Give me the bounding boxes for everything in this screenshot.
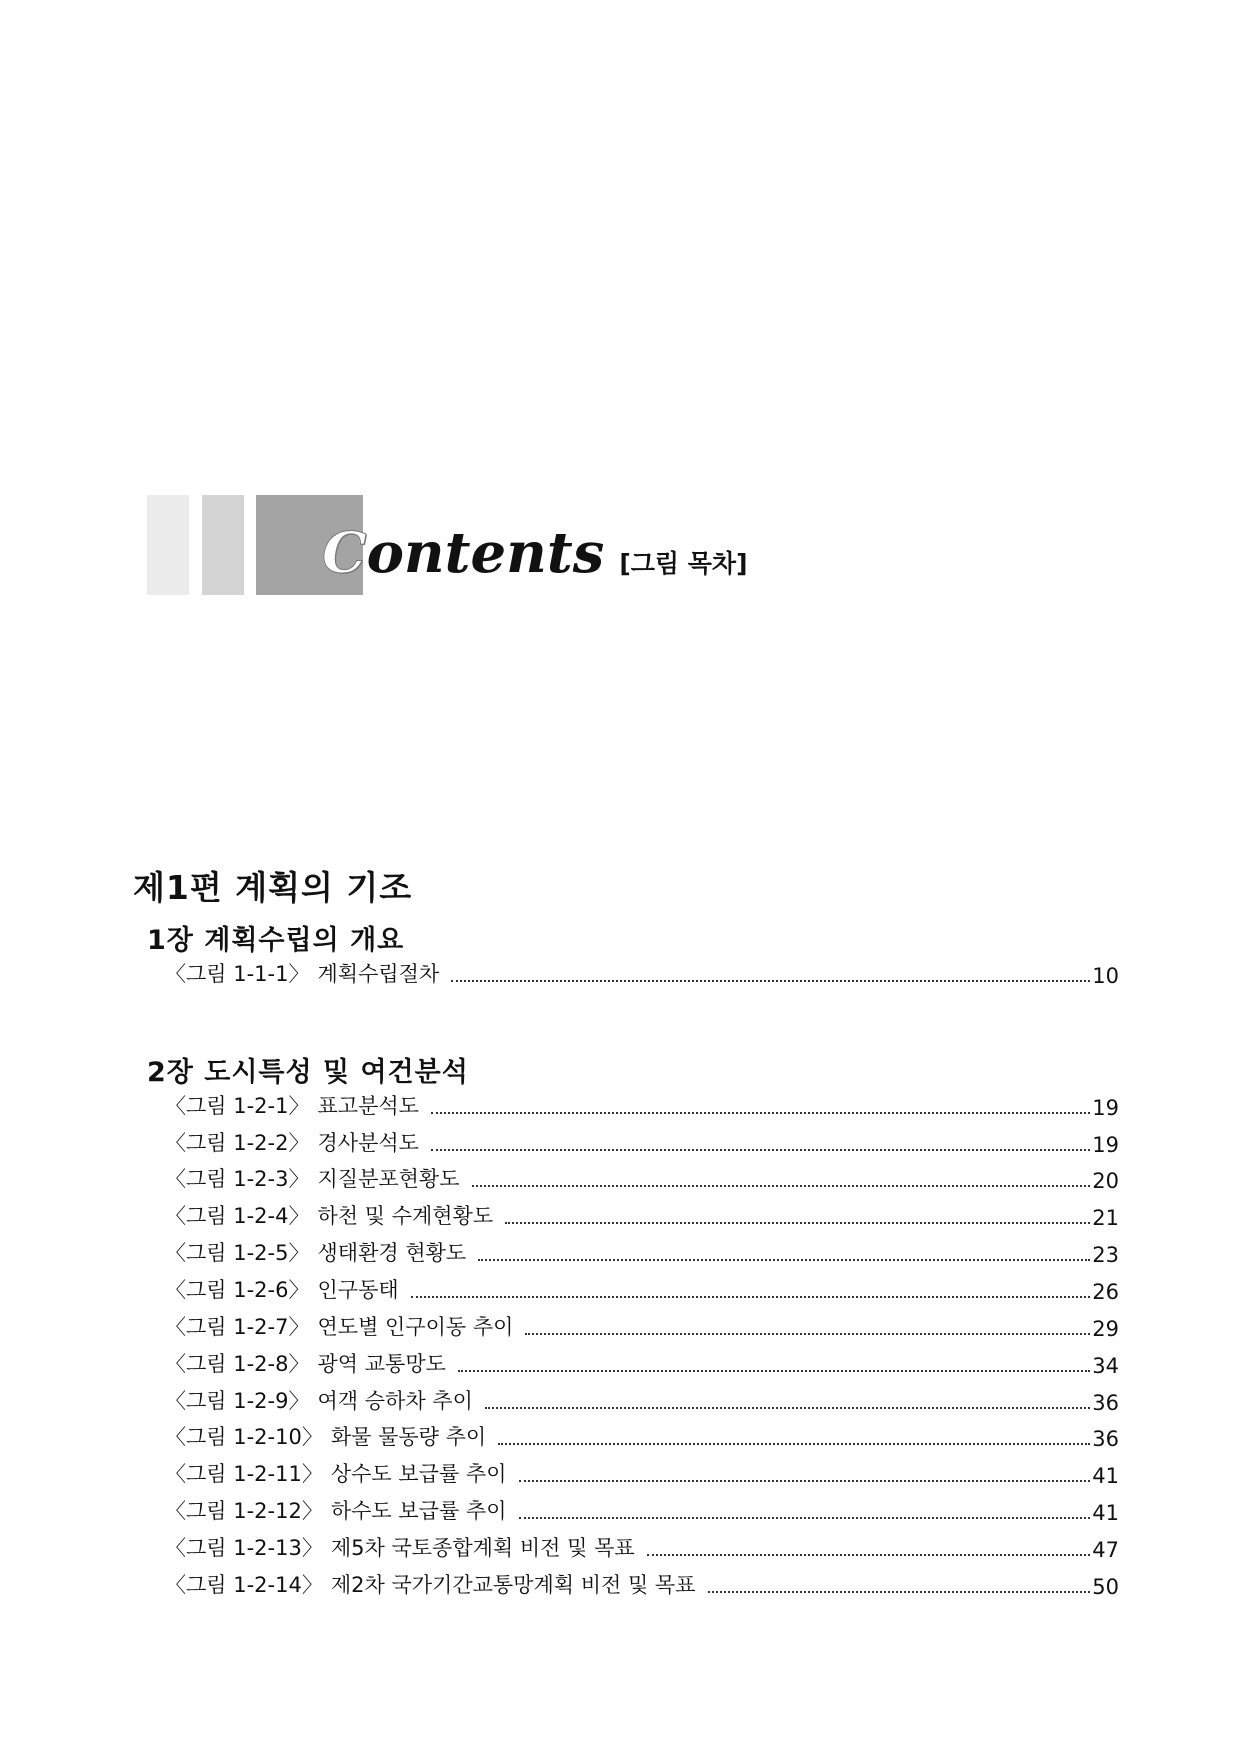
contents-word [322,520,604,586]
toc-entry-page: 21 [1092,1206,1119,1230]
toc-entry-label: 〈그림 1-2-5〉 [165,1241,310,1265]
toc-entry-title: 지질분포현황도 [317,1167,460,1191]
part-title: 제1편 계획의 기조 [133,868,413,907]
toc-entry[interactable] [165,1348,1119,1378]
contents-heading [322,520,748,586]
toc-entry-label: 〈그림 1-2-1〉 [165,1094,310,1118]
toc-entry-label: 〈그림 1-2-2〉 [165,1131,310,1155]
toc-entry[interactable] [165,1237,1119,1267]
toc-leader-dots [647,1553,1091,1556]
toc-leader-dots [458,1369,1090,1372]
toc-entry[interactable] [165,1421,1119,1451]
toc-entry-label: 〈그림 1-2-12〉 [165,1499,323,1523]
toc-entry-title: 상수도 보급률 추이 [330,1462,507,1486]
toc-entry-page: 19 [1092,1096,1119,1120]
toc-entry-title: 하수도 보급률 추이 [330,1499,507,1523]
toc-entry-page: 29 [1092,1317,1119,1341]
toc-entry-title: 제5차 국토종합계획 비전 및 목표 [330,1536,635,1560]
toc-entry-label: 〈그림 1-2-7〉 [165,1315,310,1339]
toc-entry-page: 19 [1092,1133,1119,1157]
toc-entry-page: 10 [1092,964,1119,988]
toc-entry-label: 〈그림 1-2-6〉 [165,1278,310,1302]
toc-entry-label: 〈그림 1-2-14〉 [165,1573,323,1597]
chapter-2-title: 2장 도시특성 및 여건분석 [147,1057,469,1088]
toc-leader-dots [525,1332,1090,1335]
toc-entry[interactable] [165,1163,1119,1193]
toc-entry-title: 광역 교통망도 [317,1352,446,1376]
toc-entry-page: 50 [1092,1575,1119,1599]
toc-entry-title: 연도별 인구이동 추이 [317,1315,514,1339]
toc-leader-dots [485,1406,1090,1409]
toc-entry[interactable] [165,1274,1119,1304]
toc-entry-title: 여객 승하차 추이 [317,1389,473,1413]
toc-entry-page: 41 [1092,1464,1119,1488]
toc-entry-page: 41 [1092,1501,1119,1525]
toc-entry-title: 계획수립절차 [317,962,440,986]
contents-initial: C [322,520,367,586]
toc-leader-dots [431,1148,1090,1151]
toc-entry-title: 표고분석도 [317,1094,419,1118]
toc-entry-title: 하천 및 수계현황도 [317,1204,494,1228]
contents-rest: ontents [366,520,605,586]
toc-leader-dots [519,1516,1091,1519]
toc-entry-page: 23 [1092,1243,1119,1267]
toc-entry-title: 경사분석도 [317,1131,419,1155]
toc-entry[interactable] [165,958,1119,988]
header-block-light [147,495,189,595]
toc-leader-dots [451,979,1090,982]
toc-entry[interactable] [165,1532,1119,1562]
toc-entry-page: 26 [1092,1280,1119,1304]
toc-entry[interactable] [165,1311,1119,1341]
toc-leader-dots [478,1258,1090,1261]
toc-entry-label: 〈그림 1-1-1〉 [165,962,310,986]
toc-entry-title: 화물 물동량 추이 [330,1425,487,1449]
toc-entry-title: 인구동태 [317,1278,399,1302]
toc-entry-page: 36 [1092,1391,1119,1415]
toc-entry[interactable] [165,1127,1119,1157]
toc-leader-dots [472,1184,1091,1187]
toc-leader-dots [411,1295,1091,1298]
toc-entry-page: 47 [1092,1538,1119,1562]
toc-entry-page: 36 [1092,1427,1119,1451]
chapter-1-title: 1장 계획수립의 개요 [147,925,405,956]
toc-entry-label: 〈그림 1-2-9〉 [165,1389,310,1413]
toc-entry-title: 제2차 국가기간교통망계획 비전 및 목표 [330,1573,696,1597]
toc-entry-page: 34 [1092,1354,1119,1378]
toc-leader-dots [519,1479,1091,1482]
toc-entry-label: 〈그림 1-2-11〉 [165,1462,323,1486]
toc-entry-label: 〈그림 1-2-4〉 [165,1204,310,1228]
toc-leader-dots [431,1111,1090,1114]
toc-leader-dots [498,1442,1090,1445]
toc-leader-dots [505,1221,1090,1224]
toc-entry[interactable] [165,1458,1119,1488]
toc-entry[interactable] [165,1569,1119,1599]
toc-entry-label: 〈그림 1-2-8〉 [165,1352,310,1376]
toc-entry-page: 20 [1092,1169,1119,1193]
toc-entry-title: 생태환경 현황도 [317,1241,467,1265]
header-block-mid [202,495,244,595]
toc-entry[interactable] [165,1200,1119,1230]
toc-entry-label: 〈그림 1-2-3〉 [165,1167,310,1191]
toc-leader-dots [708,1590,1091,1593]
toc-entry[interactable] [165,1090,1119,1120]
toc-entry-label: 〈그림 1-2-10〉 [165,1425,323,1449]
contents-subtitle: [그림 목차] [619,549,748,578]
toc-entry[interactable] [165,1495,1119,1525]
toc-entry[interactable] [165,1385,1119,1415]
toc-entry-label: 〈그림 1-2-13〉 [165,1536,323,1560]
